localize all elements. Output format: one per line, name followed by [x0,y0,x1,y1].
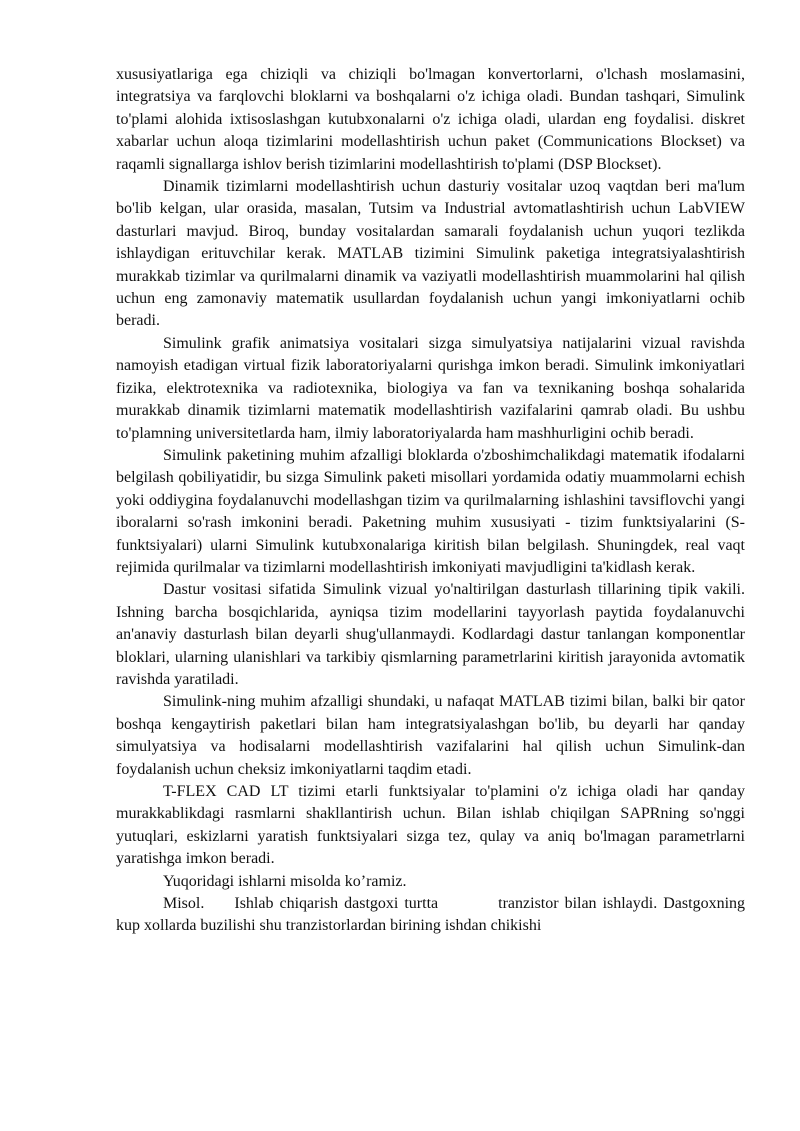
paragraph-3: Simulink grafik animatsiya vositalari sizga simulyatsiya natijalarini vizual ravishda namoyish etadigan virtual fizik laboratoriyalarni qurishga imkon beradi. Simulink imkoniyatlari fizika, elektrotexnika va radiotexnika, biologiya va fan va texnikaning boshqa sohalarida murakkab dinamik tizimlarni matematik modellashtirish vazifalarini qamrab oladi. Bu ushbu to'plamning universitetlarda ham, ilmiy laboratoriyalarda ham mashhurligini ochib beradi. [116,334,745,442]
paragraph-8: Yuqoridagi ishlarni misolda ko’ramiz. [163,872,407,890]
example-text-part2: tranzistor bilan ishlaydi. Dastgoxning kup xollarda buzilishi shu tranzistorlardan birining ishdan chikishi [116,895,746,935]
paragraph-6: Simulink-ning muhim afzalligi shundaki, u nafaqat MATLAB tizimi bilan, balki bir qator boshqa kengaytirish paketlari bilan ham integratsiyalashgan bo'lib, bu deyarli har qanday simulyatsiya va hodisalarni modellashtirish vazifalarini hal qilish uchun Simulink-dan foydalanish uchun cheksiz imkoniyatlarni taqdim etadi. [116,693,745,778]
example-label: Misol. [163,895,205,913]
paragraph-5: Dastur vositasi sifatida Simulink vizual yo'naltirilgan dasturlash tillarining tipik vakili. Ishning barcha bosqichlarida, ayniqsa tizim modellarini tayyorlash paytida foydalanuvchi an'anaviy dasturlash bilan deyarli shug'ullanmaydi. Kodlardagi dastur tanlangan komponentlar bloklari, ularning ulanishlari va tarkibiy qismlarning parametrlarini kiritish jarayonida avtomatik ravishda yaratiladi. [116,581,745,688]
paragraph-1: xususiyatlariga ega chiziqli va chiziqli bo'lmagan konvertorlarni, o'lchash moslamasini, integratsiya va farqlovchi bloklarni va boshqalarni o'z ichiga oladi. Bundan tashqari, Simulink to'plami alohida ixtisoslashgan kutubxonalarni o'z ichiga oladi, ulardan eng foydalisi. diskret xabarlar uchun aloqa tizimlarini modellashtirish uchun paket (Communications Blockset) va raqamli signallarga ishlov berish tizimlarini modellashtirish to'plami (DSP Blockset). [116,66,745,173]
example-text-part1: Ishlab chiqarish dastgoxi turtta [234,895,439,913]
example-paragraph [116,893,745,938]
document-page [116,64,745,938]
paragraph-4: Simulink paketining muhim afzalligi bloklarda o'zboshimchalikdagi matematik ifodalarni belgilash qobiliyatidir, bu sizga Simulink paketi misollari yordamida odatiy muammolarni echish yoki oddiygina foydalanuvchi modellashgan tizim va qurilmalarning ishlashini tavsiflovchi yangi iboralarni so'rash imkonini beradi. Paketning muhim xususiyati - tizim funktsiyalarini (S-funktsiyalari) ularni Simulink kutubxonalariga kiritish bilan belgilash. Shuningdek, real vaqt rejimida qurilmalar va tizimlarni modellashtirish imkoniyati mavjudligini ta'kidlash kerak. [116,446,745,576]
paragraph-7: T-FLEX CAD LT tizimi etarli funktsiyalar to'plamini o'z ichiga oladi har qanday murakkablikdagi rasmlarni shakllantirish uchun. Bilan ishlab chiqilgan SAPRning so'nggi yutuqlari, eskizlarni yaratish funktsiyalari sizga tez, qulay va aniq bo'lmagan parametrlarni yaratishga imkon beradi. [116,783,745,868]
paragraph-2: Dinamik tizimlarni modellashtirish uchun dasturiy vositalar uzoq vaqtdan beri ma'lum bo'lib kelgan, ular orasida, masalan, Tutsim va Industrial avtomatlashtirish uchun LabVIEW dasturlari mavjud. Biroq, bunday vositalardan samarali foydalanish uchun yuqori tezlikda ishlaydigan erituvchilar kerak. MATLAB tizimini Simulink paketiga integratsiyalashtirish murakkab tizimlar va qurilmalarni dinamik va vaziyatli modellashtirish muammolarini hal qilish uchun eng zamonaviy matematik usullardan foydalanish uchun yangi imkoniyatlarni ochib beradi. [116,178,745,330]
